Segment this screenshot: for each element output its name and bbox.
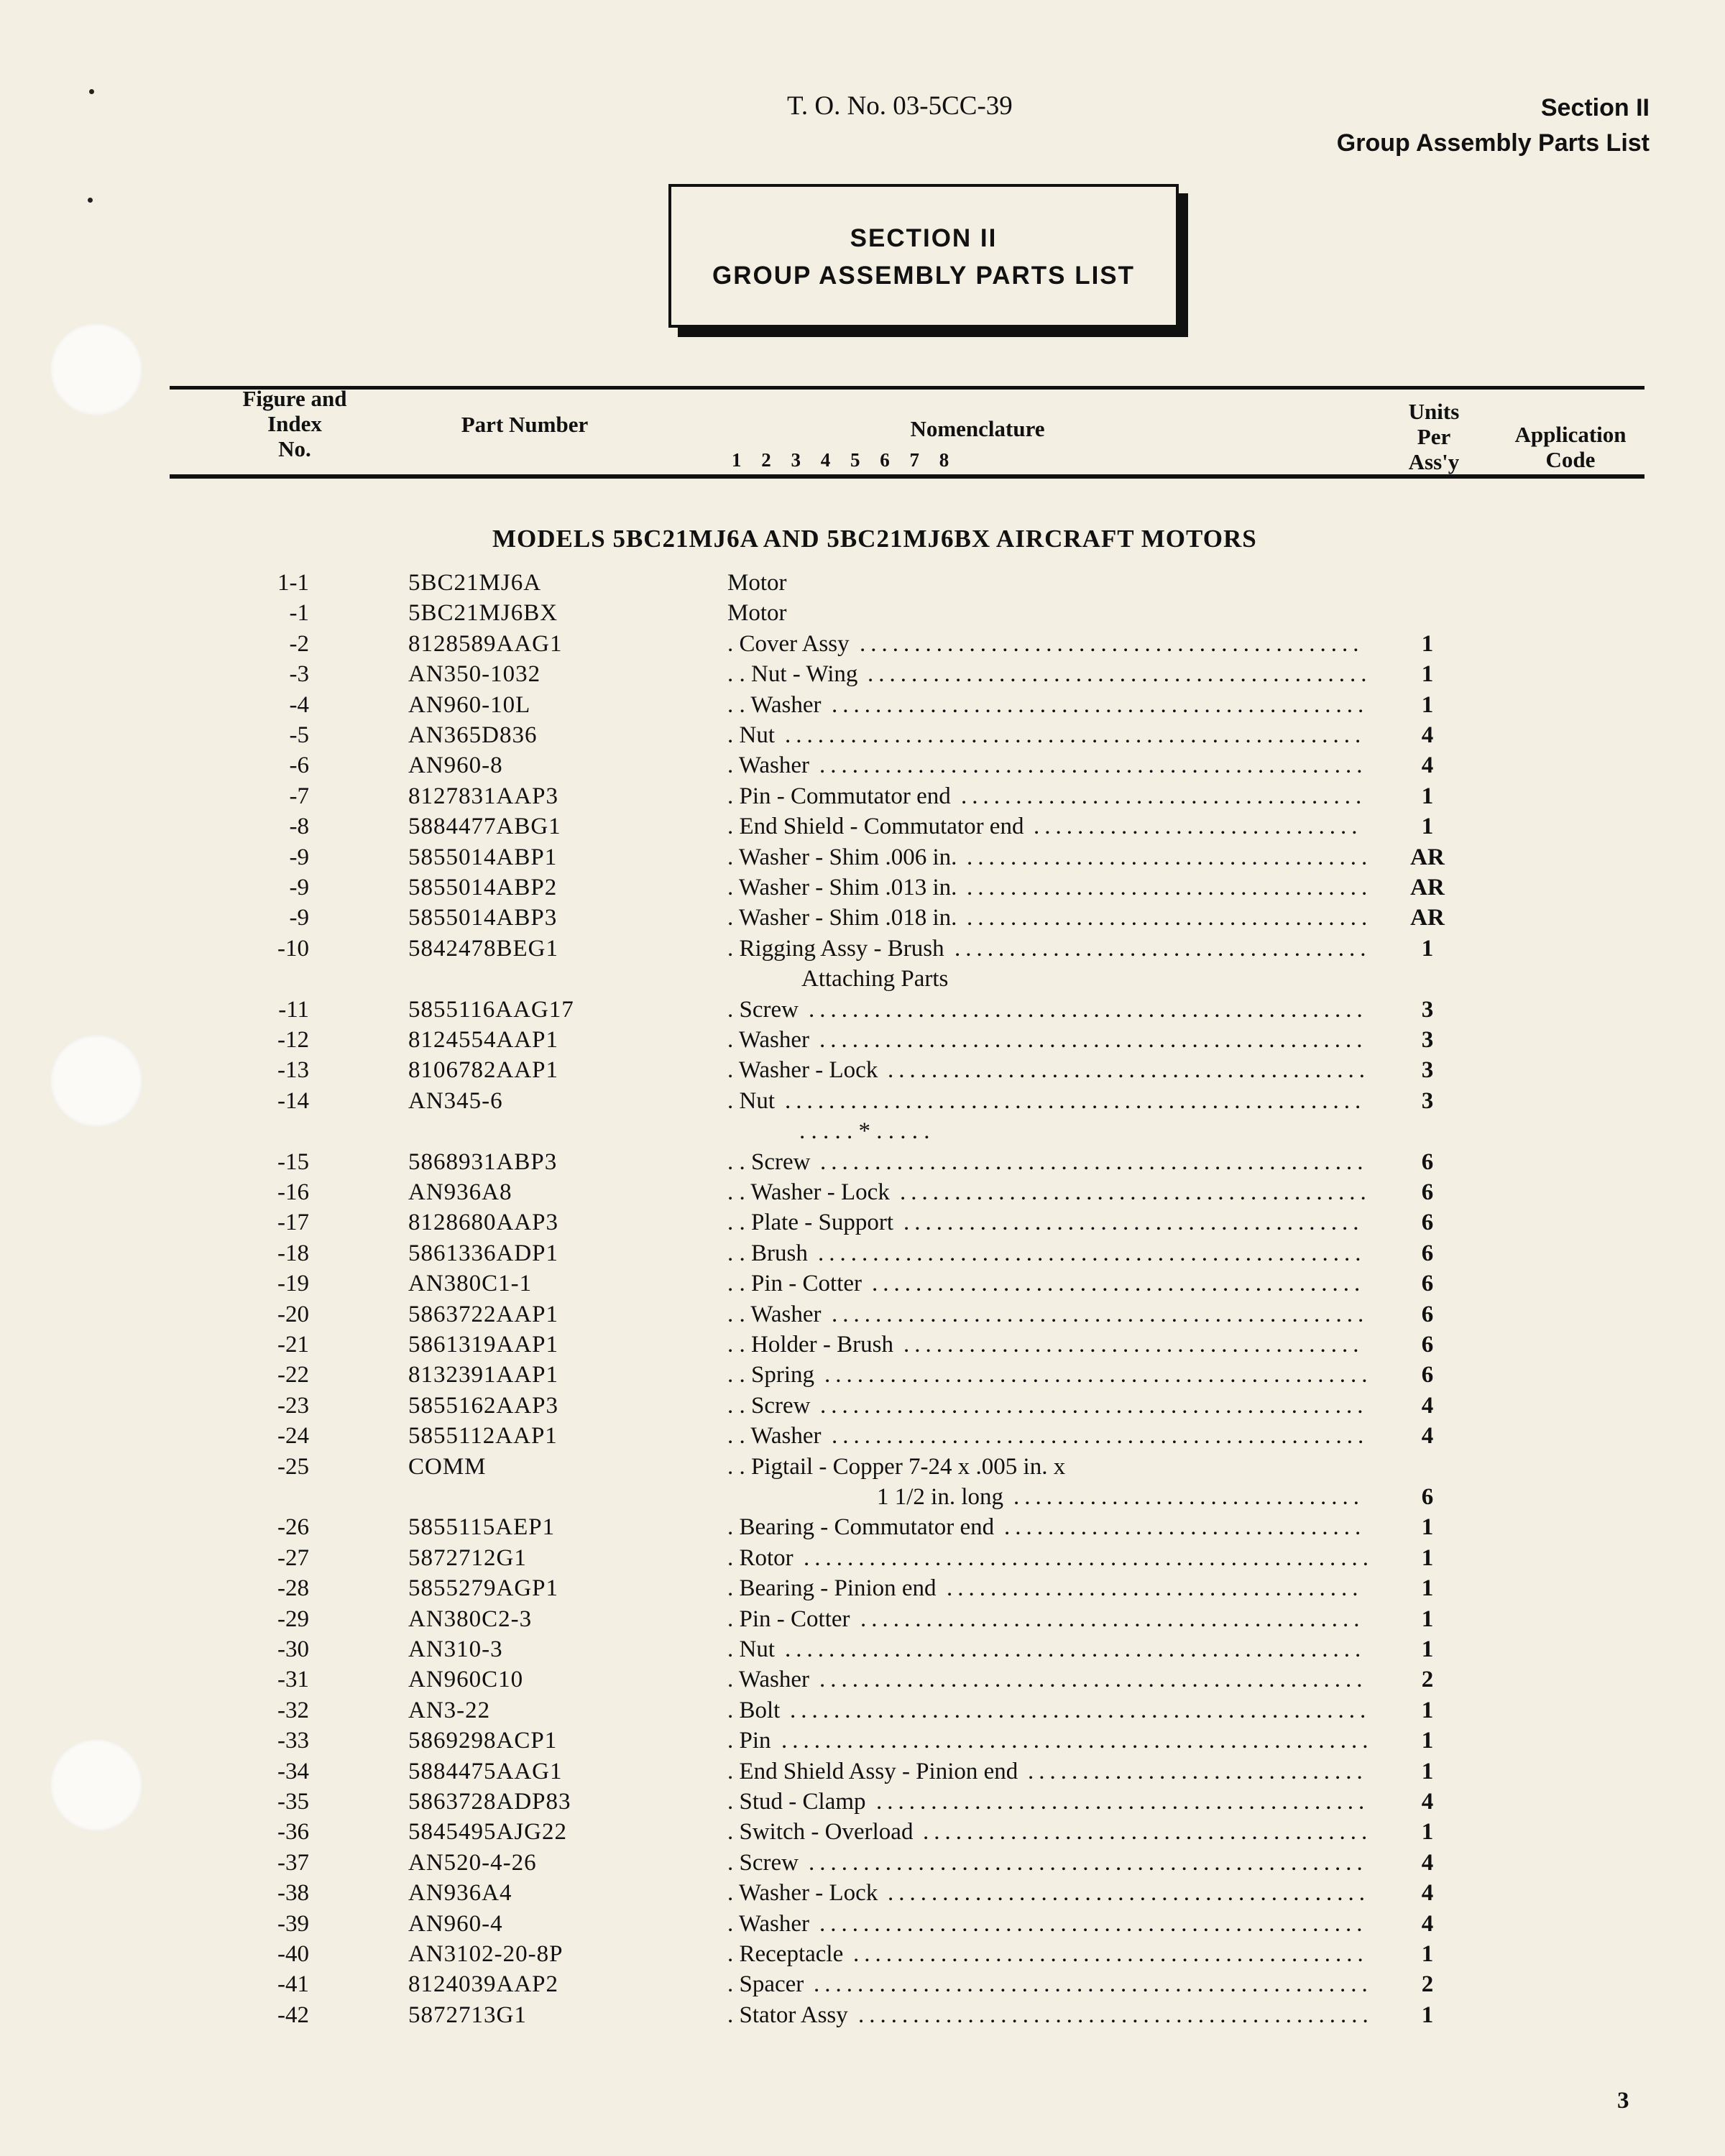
units-per-assy: 6 [1421, 1148, 1434, 1175]
table-row [0, 1634, 1725, 1664]
table-header-rule [170, 474, 1644, 479]
units-per-assy: 6 [1421, 1240, 1434, 1266]
units-per-assy: 3 [1421, 1057, 1434, 1084]
table-row [0, 1452, 1725, 1482]
section-header-line2: Group Assembly Parts List [1336, 129, 1650, 157]
dot-leader: ............................................... [858, 2001, 1374, 2028]
table-row [0, 1543, 1725, 1573]
nomenclature: . Washer - Lock [727, 1057, 878, 1084]
figure-index: -26 [277, 1514, 309, 1541]
table-row [0, 934, 1725, 964]
dot-leader: ...................................... [947, 1575, 1363, 1602]
part-number: 8128680AAP3 [408, 1210, 559, 1236]
dot-leader: ..................................... [967, 844, 1373, 870]
nomenclature: . Rigging Assy - Brush [727, 935, 944, 962]
dot-leader: .............................................. [860, 630, 1364, 657]
table-row [0, 1604, 1725, 1634]
dot-leader: ..................................................... [785, 722, 1366, 748]
nomenclature: . Stator Assy [727, 2001, 848, 2028]
part-number: 5842478BEG1 [408, 935, 558, 962]
margin-mark [88, 198, 93, 203]
part-number: 5863728ADP83 [408, 1789, 571, 1815]
nomenclature: . Washer - Shim .018 in. [727, 905, 957, 931]
nomenclature: . . Screw [727, 1148, 811, 1175]
figure-index: -24 [277, 1423, 309, 1450]
dot-leader: .................................................. [819, 1667, 1368, 1693]
table-row [0, 1909, 1725, 1939]
units-per-assy: 4 [1421, 1392, 1434, 1419]
units-per-assy: 1 [1421, 661, 1434, 688]
table-row [0, 1391, 1725, 1421]
dot-leader: ................................................. [832, 691, 1369, 718]
figure-index: -1 [289, 600, 309, 627]
nomenclature: . . Holder - Brush [727, 1332, 893, 1358]
nomenclature: . Spacer [727, 1971, 804, 1998]
figure-index: 1-1 [277, 570, 309, 596]
nomenclature: . Bolt [727, 1697, 781, 1723]
part-number: 5884477ABG1 [408, 814, 561, 840]
units-per-assy: 1 [1421, 1636, 1434, 1662]
nomenclature: . Pin - Cotter [727, 1606, 850, 1632]
units-per-assy: 3 [1421, 1027, 1434, 1053]
units-per-assy: 6 [1421, 1210, 1434, 1236]
table-row [0, 903, 1725, 933]
nomenclature: . Screw [727, 1849, 799, 1876]
dot-leader: .................................................. [819, 752, 1368, 779]
figure-index: -7 [289, 783, 309, 809]
part-number: 5BC21MJ6BX [408, 600, 558, 627]
nomenclature: . Switch - Overload [727, 1819, 914, 1846]
part-number: 5872712G1 [408, 1544, 527, 1571]
part-number: 5872713G1 [408, 2001, 527, 2028]
units-per-assy: 4 [1421, 1880, 1434, 1907]
units-per-assy: 2 [1421, 1667, 1434, 1693]
part-number: 8128589AAG1 [408, 630, 563, 657]
nomenclature: . Washer [727, 1027, 810, 1053]
units-per-assy: 6 [1421, 1271, 1434, 1297]
units-per-assy: 1 [1421, 1544, 1434, 1571]
models-heading: MODELS 5BC21MJ6A AND 5BC21MJ6BX AIRCRAFT MOTORS [492, 525, 1257, 553]
table-row [0, 1664, 1725, 1695]
dot-leader: ................................................. [832, 1301, 1369, 1327]
figure-index: -9 [289, 844, 309, 870]
units-per-assy: 1 [1421, 1514, 1434, 1541]
table-row [0, 781, 1725, 811]
units-per-assy: 4 [1421, 1910, 1434, 1937]
table-row [0, 1238, 1725, 1268]
part-number: AN3-22 [408, 1697, 491, 1723]
units-per-assy: 1 [1421, 1819, 1434, 1846]
table-row [0, 1177, 1725, 1207]
table-row [0, 1360, 1725, 1390]
units-per-assy: 3 [1421, 996, 1434, 1023]
units-per-assy: 2 [1421, 1971, 1434, 1998]
part-number: 8132391AAP1 [408, 1362, 559, 1388]
dot-leader: ................................................... [809, 1849, 1368, 1876]
part-number: AN380C2-3 [408, 1606, 533, 1632]
table-row [0, 1726, 1725, 1756]
nomenclature: . . Washer - Lock [727, 1179, 890, 1205]
part-number: 5869298ACP1 [408, 1728, 558, 1754]
part-number: 5845495AJG22 [408, 1819, 568, 1846]
table-row [0, 1025, 1725, 1055]
part-number: 5863722AAP1 [408, 1301, 559, 1327]
table-row [0, 811, 1725, 842]
figure-index: -31 [277, 1667, 309, 1693]
dot-leader: ..................................... [967, 905, 1373, 931]
units-per-assy: 1 [1421, 691, 1434, 718]
units-per-assy: AR [1410, 875, 1445, 900]
section-title-line1: SECTION II [850, 224, 998, 252]
dot-leader: ..................................................... [785, 1636, 1366, 1662]
units-per-assy: 1 [1421, 1575, 1434, 1602]
part-number: AN3102-20-8P [408, 1941, 564, 1967]
figure-index: -41 [277, 1971, 309, 1998]
units-per-assy: 4 [1421, 752, 1434, 779]
table-row [0, 1086, 1725, 1116]
figure-index: -11 [278, 996, 309, 1023]
part-number: AN960-4 [408, 1910, 503, 1937]
dot-leader: ..................................... [967, 875, 1373, 900]
figure-index: -17 [277, 1210, 309, 1236]
dot-leader: .................................................. [819, 1027, 1368, 1053]
units-per-assy: 6 [1421, 1332, 1434, 1358]
figure-index: -40 [277, 1941, 309, 1967]
figure-index: -18 [277, 1240, 309, 1266]
units-per-assy: 4 [1421, 1423, 1434, 1450]
table-row [0, 1817, 1725, 1847]
nomenclature: . . Washer [727, 1423, 822, 1450]
nomenclature: . . Plate - Support [727, 1210, 893, 1236]
table-row [0, 690, 1725, 720]
dot-leader: ................................................... [814, 1971, 1373, 1998]
part-number: 5855115AEP1 [408, 1514, 556, 1541]
figure-index: -8 [289, 814, 309, 840]
part-number: 5855014ABP3 [408, 905, 558, 931]
units-per-assy: 6 [1421, 1484, 1434, 1510]
figure-index: -30 [277, 1636, 309, 1662]
dot-leader: ............................................. [872, 1271, 1366, 1297]
dot-leader: ............................................ [888, 1057, 1370, 1084]
dot-leader: ................................................. [832, 1423, 1369, 1450]
table-row [0, 568, 1725, 598]
table-row [0, 1482, 1725, 1512]
part-number: 8124039AAP2 [408, 1971, 559, 1998]
part-number: 5861336ADP1 [408, 1240, 559, 1266]
figure-index: -10 [277, 935, 309, 962]
table-row [0, 1330, 1725, 1360]
nomenclature: . Washer - Shim .006 in. [727, 844, 957, 870]
units-per-assy: 1 [1421, 1697, 1434, 1723]
part-number: AN345-6 [408, 1087, 503, 1114]
dot-leader: .................................................. [820, 1392, 1368, 1419]
part-number: 8127831AAP3 [408, 783, 559, 809]
table-row [0, 629, 1725, 659]
table-row [0, 1268, 1725, 1299]
units-per-assy: 1 [1421, 1941, 1434, 1967]
table-row [0, 720, 1725, 750]
units-per-assy: 6 [1421, 1362, 1434, 1388]
part-number: AN380C1-1 [408, 1271, 533, 1297]
section-title-line2: GROUP ASSEMBLY PARTS LIST [712, 262, 1136, 290]
table-row [0, 1207, 1725, 1238]
col-application-code: Application Code [1514, 422, 1627, 472]
dot-leader: ...................................... [954, 935, 1371, 962]
dot-leader: ................................................... [809, 996, 1368, 1023]
nomenclature: . Nut [727, 722, 775, 748]
units-per-assy: 1 [1421, 630, 1434, 657]
nomenclature: . . Brush [727, 1240, 808, 1266]
nomenclature: 1 1/2 in. long [877, 1484, 1004, 1510]
figure-index: -19 [277, 1271, 309, 1297]
nomenclature: . Washer [727, 752, 810, 779]
dot-leader: .............................. [1034, 814, 1363, 840]
nomenclature: . Bearing - Commutator end [727, 1514, 995, 1541]
dot-leader: .................................................. [820, 1148, 1368, 1175]
table-row [0, 1695, 1725, 1726]
part-number: 5855014ABP1 [408, 844, 558, 870]
part-number: 8106782AAP1 [408, 1057, 559, 1084]
table-row [0, 598, 1725, 628]
nomenclature: . Stud - Clamp [727, 1789, 866, 1815]
col-figure-index: Figure and Index No. [242, 386, 347, 461]
to-number: T. O. No. 03-5CC-39 [787, 91, 1013, 121]
table-row [0, 1116, 1725, 1146]
col-units-per-assy: Units Per Ass'y [1408, 399, 1460, 474]
section-title-box [668, 184, 1179, 328]
units-per-assy: AR [1410, 905, 1445, 931]
nomenclature: . . Pin - Cotter [727, 1271, 862, 1297]
figure-index: -5 [289, 722, 309, 748]
units-per-assy: 1 [1421, 2001, 1434, 2028]
figure-index: -23 [277, 1392, 309, 1419]
units-per-assy: 1 [1421, 1758, 1434, 1784]
figure-index: -16 [277, 1179, 309, 1205]
table-row [0, 1147, 1725, 1177]
nomenclature: Attaching Parts [801, 966, 949, 992]
page-number: 3 [1617, 2088, 1629, 2114]
part-number: 5861319AAP1 [408, 1332, 559, 1358]
dot-leader: ............................................. [876, 1789, 1370, 1815]
units-per-assy: 4 [1421, 722, 1434, 748]
part-number: 5868931ABP3 [408, 1148, 558, 1175]
nomenclature: . . Screw [727, 1392, 811, 1419]
figure-index: -13 [277, 1057, 309, 1084]
table-row [0, 995, 1725, 1025]
figure-index: -12 [277, 1027, 309, 1053]
figure-index: -33 [277, 1728, 309, 1754]
figure-index: -21 [277, 1332, 309, 1358]
nomenclature: . Washer - Lock [727, 1880, 878, 1907]
nomenclature: . Screw [727, 996, 799, 1023]
nomenclature: . . . . . * . . . . . [799, 1118, 930, 1145]
dot-leader: .................................................. [818, 1240, 1366, 1266]
nomenclature: . . Pigtail - Copper 7-24 x .005 in. x [727, 1453, 1066, 1480]
units-per-assy: 3 [1421, 1087, 1434, 1114]
nomenclature: . Pin - Commutator end [727, 783, 951, 809]
part-number: 5855116AAG17 [408, 996, 574, 1023]
dot-leader: .............................................. [868, 661, 1372, 688]
nomenclature: . . Nut - Wing [727, 661, 858, 688]
nomenclature: . Rotor [727, 1544, 794, 1571]
figure-index: -42 [277, 2001, 309, 2028]
figure-index: -15 [277, 1148, 309, 1175]
figure-index: -6 [289, 752, 309, 779]
nomenclature: . Receptacle [727, 1941, 844, 1967]
part-number: 5884475AAG1 [408, 1758, 563, 1784]
figure-index: -35 [277, 1789, 309, 1815]
nomenclature: . . Spring [727, 1362, 815, 1388]
table-row [0, 2000, 1725, 2030]
dot-leader: ................................. [1004, 1514, 1366, 1541]
nomenclature: Motor [727, 600, 787, 627]
part-number: AN365D836 [408, 722, 538, 748]
margin-mark [89, 89, 94, 94]
units-per-assy: AR [1410, 844, 1445, 870]
nomenclature: . Washer [727, 1667, 810, 1693]
nomenclature: . End Shield Assy - Pinion end [727, 1758, 1018, 1784]
dot-leader: ................................ [1013, 1484, 1364, 1510]
nomenclature: . Cover Assy [727, 630, 850, 657]
table-row [0, 872, 1725, 903]
dot-leader: .......................................... [903, 1332, 1364, 1358]
figure-index: -14 [277, 1087, 309, 1114]
units-per-assy: 1 [1421, 783, 1434, 809]
figure-index: -22 [277, 1362, 309, 1388]
part-number: COMM [408, 1453, 487, 1480]
table-row [0, 1299, 1725, 1330]
part-number: AN936A8 [408, 1179, 512, 1205]
figure-index: -4 [289, 691, 309, 718]
binder-hole [50, 323, 142, 415]
dot-leader: ......................................... [923, 1819, 1373, 1846]
dot-leader: ............................................... [853, 1941, 1368, 1967]
table-row [0, 964, 1725, 994]
dot-leader: ..................................................... [785, 1087, 1366, 1114]
dot-leader: ...................................................... [781, 1728, 1374, 1754]
nomenclature: . . Washer [727, 691, 822, 718]
dot-leader: ........................................... [900, 1179, 1371, 1205]
table-row [0, 1848, 1725, 1878]
table-top-rule [170, 386, 1644, 390]
units-per-assy: 4 [1421, 1789, 1434, 1815]
table-row [0, 659, 1725, 689]
dot-leader: ..................................................... [790, 1697, 1371, 1723]
part-number: AN350-1032 [408, 661, 541, 688]
dot-leader: ..................................... [961, 783, 1367, 809]
nomenclature: . Washer [727, 1910, 810, 1937]
units-per-assy: 1 [1421, 1606, 1434, 1632]
units-per-assy: 1 [1421, 1728, 1434, 1754]
part-number: 8124554AAP1 [408, 1027, 559, 1053]
part-number: AN520-4-26 [408, 1849, 537, 1876]
figure-index: -29 [277, 1606, 309, 1632]
nomenclature: . Bearing - Pinion end [727, 1575, 937, 1602]
units-per-assy: 6 [1421, 1179, 1434, 1205]
col-nomenclature: Nomenclature [910, 416, 1045, 441]
figure-index: -20 [277, 1301, 309, 1327]
section-header [1337, 91, 1650, 161]
dot-leader: ............................... [1028, 1758, 1368, 1784]
figure-index: -27 [277, 1544, 309, 1571]
table-row [0, 1787, 1725, 1817]
nomenclature: Motor [727, 570, 787, 596]
units-per-assy: 1 [1421, 814, 1434, 840]
nomenclature: . . Washer [727, 1301, 822, 1327]
table-row [0, 1939, 1725, 1969]
dot-leader: .......................................... [903, 1210, 1364, 1236]
figure-index: -32 [277, 1697, 309, 1723]
table-row [0, 1878, 1725, 1908]
figure-index: -38 [277, 1880, 309, 1907]
table-row [0, 1512, 1725, 1542]
part-number: 5855162AAP3 [408, 1392, 559, 1419]
part-number: 5855279AGP1 [408, 1575, 559, 1602]
table-row [0, 1969, 1725, 1999]
nomenclature: . Pin [727, 1728, 771, 1754]
figure-index: -25 [277, 1453, 309, 1480]
dot-leader: .............................................. [860, 1606, 1365, 1632]
figure-index: -36 [277, 1819, 309, 1846]
units-per-assy: 1 [1421, 935, 1434, 962]
part-number: 5855112AAP1 [408, 1423, 558, 1450]
part-number: AN960-8 [408, 752, 503, 779]
table-row [0, 1421, 1725, 1451]
figure-index: -34 [277, 1758, 309, 1784]
dot-leader: .................................................. [819, 1910, 1368, 1937]
table-row [0, 842, 1725, 872]
figure-index: -9 [289, 875, 309, 900]
part-number: AN310-3 [408, 1636, 503, 1662]
figure-index: -2 [289, 630, 309, 657]
part-number: 5BC21MJ6A [408, 570, 542, 596]
part-number: 5855014ABP2 [408, 875, 558, 900]
part-number: AN960-10L [408, 691, 531, 718]
nomenclature: . Nut [727, 1087, 775, 1114]
part-number: AN960C10 [408, 1667, 524, 1693]
table-row [0, 750, 1725, 780]
nomenclature: . End Shield - Commutator end [727, 814, 1024, 840]
figure-index: -3 [289, 661, 309, 688]
dot-leader: .................................................. [824, 1362, 1373, 1388]
indent-digits: 1 2 3 4 5 6 7 8 [732, 449, 949, 471]
units-per-assy: 6 [1421, 1301, 1434, 1327]
figure-index: -28 [277, 1575, 309, 1602]
figure-index: -37 [277, 1849, 309, 1876]
nomenclature: . Nut [727, 1636, 775, 1662]
dot-leader: .................................................... [804, 1544, 1374, 1571]
units-per-assy: 4 [1421, 1849, 1434, 1876]
part-number: AN936A4 [408, 1880, 512, 1907]
section-header-line1: Section II [1540, 94, 1650, 121]
table-row [0, 1573, 1725, 1603]
table-row [0, 1055, 1725, 1085]
col-part-number: Part Number [461, 412, 589, 437]
figure-index: -9 [289, 905, 309, 931]
figure-index: -39 [277, 1910, 309, 1937]
dot-leader: ............................................ [888, 1880, 1370, 1907]
table-row [0, 1756, 1725, 1787]
nomenclature: . Washer - Shim .013 in. [727, 875, 957, 900]
